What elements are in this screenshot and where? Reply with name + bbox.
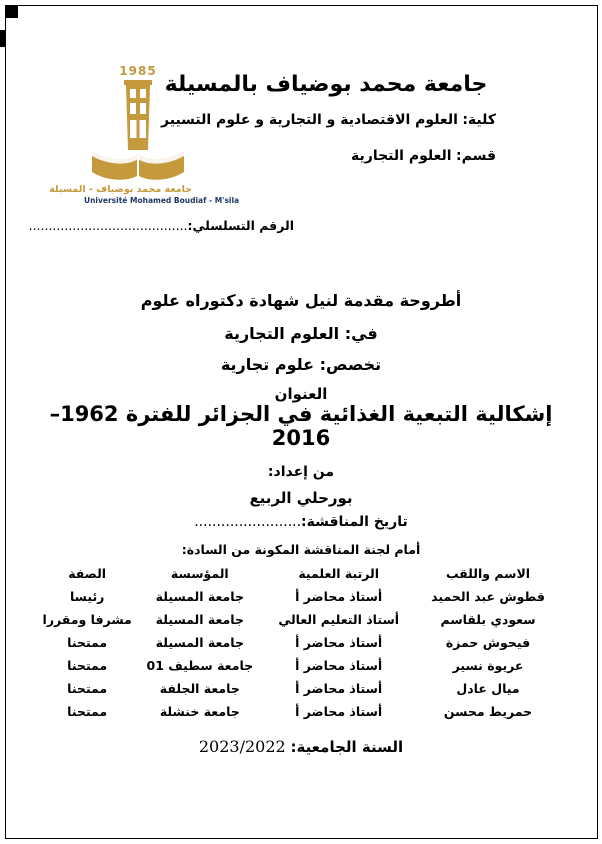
committee-row xyxy=(40,677,564,700)
member-rank: أستاذ محاضر أ xyxy=(295,681,383,696)
member-institution: جامعة المسيلة xyxy=(155,635,244,650)
column-header-role: الصفة xyxy=(68,566,107,581)
prepared-by-label: من إعداد: xyxy=(267,464,335,480)
member-rank: أستاذ محاضر أ xyxy=(295,658,383,673)
column-header-name: الاسم واللقب xyxy=(445,566,531,581)
defense-date-line xyxy=(0,514,602,530)
specialty-name: علوم تجارية xyxy=(220,355,315,374)
field-line xyxy=(0,324,602,343)
column-header-institution: المؤسسة xyxy=(170,566,229,581)
member-role: ممتحنا xyxy=(67,681,108,696)
member-rank: أستاذ التعليم العالي xyxy=(278,612,400,627)
academic-year-label: السنة الجامعية: xyxy=(290,738,404,756)
logo-university-name-french: Université Mohamed Boudiaf - M'sila xyxy=(84,196,240,205)
committee-intro: أمام لجنة المناقشة المكونة من السادة: xyxy=(181,542,421,557)
member-name: حمريط محسن xyxy=(443,704,533,719)
faculty-label: كلية: xyxy=(462,112,496,128)
member-rank: أستاذ محاضر أ xyxy=(295,704,383,719)
title-caption: العنوان xyxy=(274,385,328,403)
member-name: عريوة نسير xyxy=(452,658,524,673)
scan-edge-mark xyxy=(0,30,6,47)
academic-year-value: 2023/2022 xyxy=(198,737,286,756)
committee-table xyxy=(40,562,564,723)
faculty-line xyxy=(161,112,496,128)
logo-founding-year: 1985 xyxy=(119,64,157,78)
specialty-label: تخصص: xyxy=(319,355,382,374)
logo-university-name-arabic: جامعة محمد بوضياف - المسيلة xyxy=(49,184,192,195)
committee-row xyxy=(40,608,564,631)
member-role: ممتحنا xyxy=(67,635,108,650)
member-name: سعودي بلقاسم xyxy=(440,612,536,627)
serial-number-dotted-blank: ........................................ xyxy=(28,218,188,233)
member-rank: أستاذ محاضر أ xyxy=(295,589,383,604)
thesis-title: إشكالية التبعية الغذائية في الجزائر للفترة 1962–2016 xyxy=(49,402,553,450)
member-institution: جامعة سطيف 01 xyxy=(146,658,254,673)
faculty-name: العلوم الاقتصادية و التجارية و علوم التسيير xyxy=(161,112,458,128)
author-name: بورحلي الربيع xyxy=(249,489,353,507)
committee-row xyxy=(40,585,564,608)
serial-number-line xyxy=(29,218,294,233)
member-role: رئيسا xyxy=(69,589,105,604)
member-role: ممتحنا xyxy=(67,704,108,719)
member-institution: جامعة خنشلة xyxy=(159,704,240,719)
department-label: قسم: xyxy=(456,148,496,164)
academic-year-line xyxy=(0,737,602,756)
committee-header-row xyxy=(40,562,564,585)
member-institution: جامعة المسيلة xyxy=(155,612,244,627)
committee-row xyxy=(40,700,564,723)
department-line xyxy=(351,148,496,164)
member-role: ممتحنا xyxy=(67,658,108,673)
column-header-rank: الرتبة العلمية xyxy=(298,566,380,581)
member-institution: جامعة الجلفة xyxy=(159,681,240,696)
member-rank: أستاذ محاضر أ xyxy=(295,635,383,650)
department-name: العلوم التجارية xyxy=(351,148,452,164)
member-name: فيحوش حمزة xyxy=(445,635,531,650)
defense-date-label: تاريخ المناقشة: xyxy=(301,514,408,530)
field-label: في: xyxy=(344,324,378,343)
university-title: جامعة محمد بوضياف بالمسيلة xyxy=(164,72,488,97)
member-role: مشرفا ومقررا xyxy=(42,612,132,627)
scan-corner-mark xyxy=(5,5,18,18)
serial-number-label: الرقم التسلسلي: xyxy=(187,218,294,233)
member-name: قطوش عبد الحميد xyxy=(431,589,545,604)
committee-row xyxy=(40,631,564,654)
thesis-statement: أطروحة مقدمة لنيل شهادة دكتوراه علوم xyxy=(140,291,462,310)
specialty-line xyxy=(0,355,602,374)
committee-row xyxy=(40,654,564,677)
member-name: ميال عادل xyxy=(456,681,520,696)
member-institution: جامعة المسيلة xyxy=(155,589,244,604)
defense-date-dotted-blank: ........................ xyxy=(194,514,302,530)
field-name: العلوم التجارية xyxy=(224,324,340,343)
